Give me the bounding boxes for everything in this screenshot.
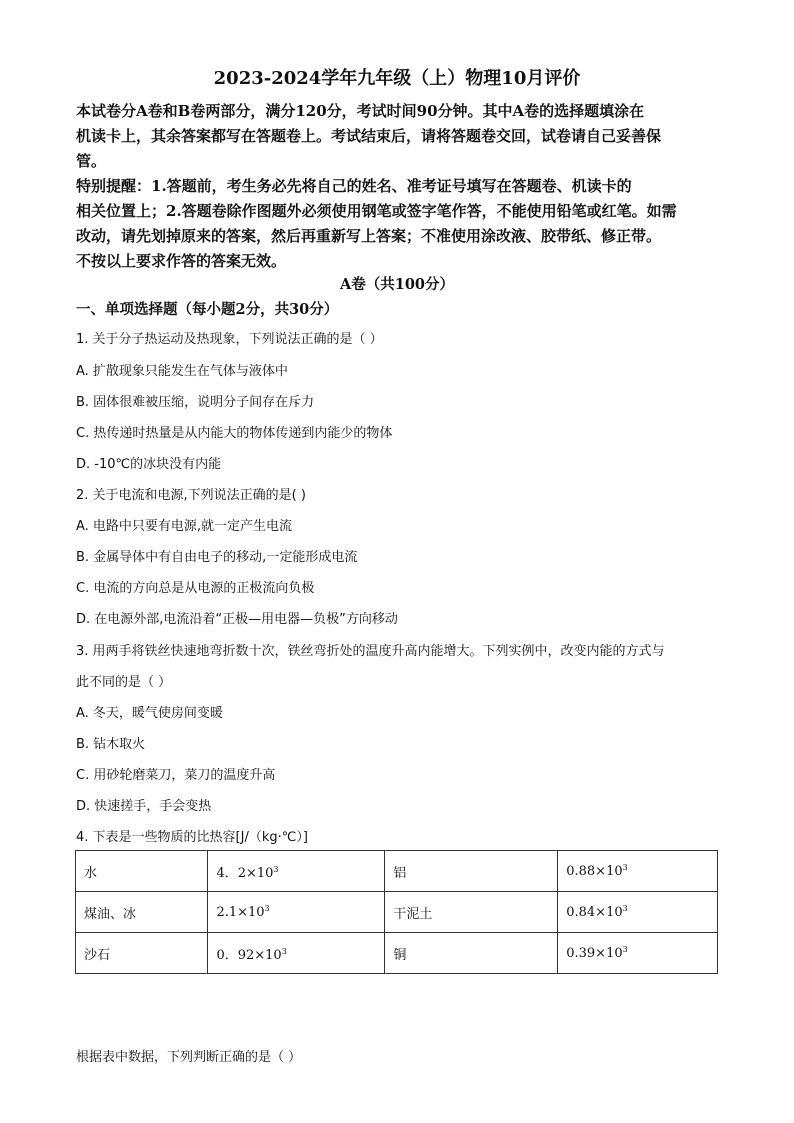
specific-heat-value: 0．$92\times 10^3$ [208,933,385,974]
question-3-stem: 3. 用两手将铁丝快速地弯折数十次，铁丝弯折处的温度升高内能增大。下列实例中，改变内能的方式与 [76,644,665,659]
question-1-stem: 1. 关于分子热运动及热现象，下列说法正确的是（ ） [76,332,383,347]
instructions [76,99,726,274]
specific-heat-value: $0.88\times 10^3$ [558,851,718,892]
question-4-stem: 4. 下表是一些物质的比热容[J/（kg·℃）] [76,830,308,845]
page-title: 2023-2024学年九年级（上）物理10月评价 [213,68,581,89]
special-reminder-line: 不按以上要求作答的答案无效。 [76,252,287,270]
instruction-line: 管。 [76,152,107,170]
substance-name: 煤油、冰 [76,892,208,933]
question-1-option-b: B. 固体很难被压缩，说明分子间存在斥力 [76,395,315,410]
question-2-option-b: B. 金属导体中有自由电子的移动,一定能形成电流 [76,550,358,565]
question-3-stem-continued: 此不同的是（ ） [76,675,172,690]
question-2-option-d: D. 在电源外部,电流沿着“正极—用电器—负极”方向移动 [76,612,398,627]
question-2-option-c: C. 电流的方向总是从电源的正极流向负极 [76,581,315,596]
instruction-line: 机读卡上，其余答案都写在答题卷上。考试结束后，请将答题卷交回，试卷请自己妥善保 [76,127,662,145]
substance-name: 铜 [385,933,558,974]
question-4-followup: 根据表中数据，下列判断正确的是（ ） [76,1050,302,1065]
substance-name: 水 [76,851,208,892]
question-3-option-d: D. 快速搓手，手会变热 [76,799,212,814]
specific-heat-value: $0.39\times 10^3$ [558,933,718,974]
question-2-stem: 2. 关于电流和电源,下列说法正确的是( ) [76,488,306,503]
specific-heat-value: 4．$2\times 10^3$ [208,851,385,892]
question-3-option-c: C. 用砂轮磨菜刀，菜刀的温度升高 [76,768,276,783]
question-1-option-c: C. 热传递时热量是从内能大的物体传递到内能少的物体 [76,426,393,441]
question-2-option-a: A. 电路中只要有电源,就一定产生电流 [76,519,293,534]
table-row [76,892,718,933]
special-reminder-line: 特别提醒：1.答题前，考生务必先将自己的姓名、准考证号填写在答题卷、机读卡的 [76,177,632,195]
part-one-heading: 一、单项选择题（每小题2分，共30分） [76,301,339,318]
substance-name: 铝 [385,851,558,892]
question-1-option-a: A. 扩散现象只能发生在气体与液体中 [76,364,288,379]
instruction-line: 本试卷分A卷和B卷两部分，满分120分，考试时间90分钟。其中A卷的选择题填涂在 [76,102,645,120]
specific-heat-value: $0.84\times 10^3$ [558,892,718,933]
substance-name: 干泥土 [385,892,558,933]
section-a-heading: A卷（共100分） [339,276,455,293]
substance-name: 沙石 [76,933,208,974]
question-3-option-b: B. 钻木取火 [76,737,146,752]
table-row [76,933,718,974]
question-3-option-a: A. 冬天，暖气使房间变暖 [76,706,223,721]
specific-heat-table [75,850,718,974]
special-reminder-line: 相关位置上；2.答题卷除作图题外必须使用钢笔或签字笔作答，不能使用铅笔或红笔。如需 [76,202,677,220]
specific-heat-value: $2.1\times 10^3$ [208,892,385,933]
table-row [76,851,718,892]
question-1-option-d: D. -10℃的冰块没有内能 [76,457,222,472]
special-reminder-line: 改动，请先划掉原来的答案，然后再重新写上答案；不准使用涂改液、胶带纸、修正带。 [76,227,662,245]
